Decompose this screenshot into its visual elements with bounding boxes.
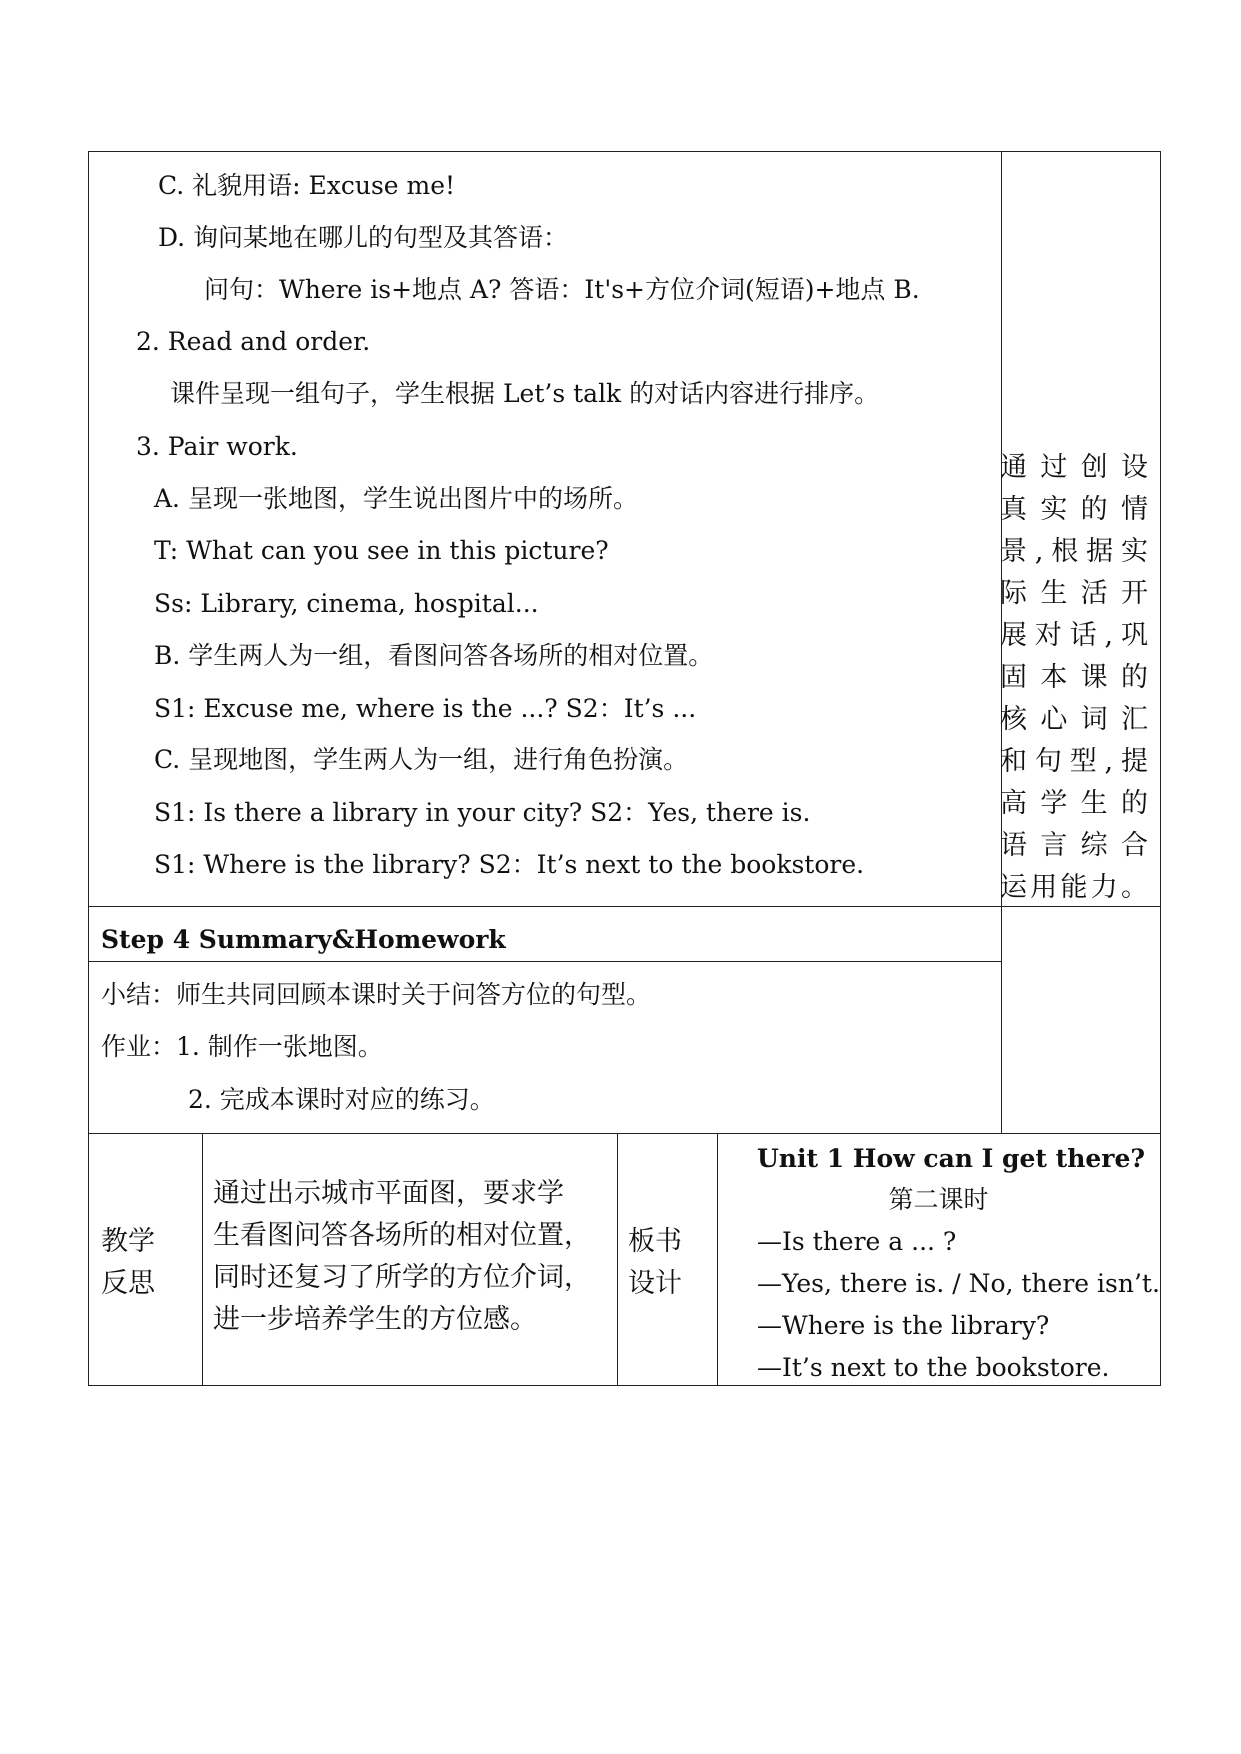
text-line: 问句：Where is+地点 A? 答语：It's+方位介词(短语)+地点 B. bbox=[204, 275, 920, 304]
board-line: —Where is the library? bbox=[757, 1311, 1050, 1340]
homework-item-1: 作业：1. 制作一张地图。 bbox=[101, 1032, 383, 1061]
bottom-col-divider-3 bbox=[717, 1133, 718, 1386]
design-intent-line: 固 本 课 的 bbox=[1000, 662, 1148, 693]
design-intent-line: 和 句 型 , 提 bbox=[1000, 746, 1148, 777]
design-intent-line: 通 过 创 设 bbox=[1000, 452, 1148, 483]
text-line: 课件呈现一组句子，学生根据 Let’s talk 的对话内容进行排序。 bbox=[170, 379, 880, 408]
design-intent-line: 核 心 词 汇 bbox=[1000, 704, 1148, 735]
design-intent-line: 景 , 根 据 实 bbox=[1000, 536, 1148, 567]
text-line: C. 礼貌用语: Excuse me! bbox=[158, 171, 456, 200]
board-subtitle: 第二课时 bbox=[888, 1185, 989, 1214]
homework-item-2: 2. 完成本课时对应的练习。 bbox=[188, 1085, 495, 1114]
design-intent-line: 高 学 生 的 bbox=[1000, 788, 1148, 819]
text-line: S1: Where is the library? S2：It’s next to the bookstore. bbox=[154, 850, 865, 879]
reflection-label: 反思 bbox=[101, 1268, 155, 1299]
text-line: T: What can you see in this picture? bbox=[154, 536, 609, 565]
reflection-text-line: 生看图问答各场所的相对位置， bbox=[213, 1220, 591, 1251]
design-intent-line: 展 对 话 , 巩 bbox=[1000, 620, 1148, 651]
board-title: Unit 1 How can I get there? bbox=[757, 1144, 1146, 1173]
step4-heading: Step 4 Summary&Homework bbox=[101, 925, 506, 954]
table-border-right bbox=[1160, 151, 1161, 1386]
design-intent-column bbox=[1000, 447, 1148, 909]
board-line: —Yes, there is. / No, there isn’t. bbox=[757, 1269, 1160, 1298]
bottom-col-divider-2 bbox=[617, 1133, 618, 1386]
text-line: 2. Read and order. bbox=[136, 327, 371, 356]
board-design-label: 板书 bbox=[628, 1226, 682, 1257]
text-line: B. 学生两人为一组，看图问答各场所的相对位置。 bbox=[154, 641, 714, 670]
text-line: C. 呈现地图，学生两人为一组，进行角色扮演。 bbox=[154, 745, 689, 774]
reflection-label: 教学 bbox=[101, 1226, 155, 1257]
design-intent-line: 语 言 综 合 bbox=[1000, 830, 1148, 861]
summary-text: 小结：师生共同回顾本课时关于问答方位的句型。 bbox=[101, 980, 652, 1009]
design-intent-line: 运 用 能 力 。 bbox=[1000, 872, 1148, 903]
board-line: —It’s next to the bookstore. bbox=[757, 1353, 1110, 1382]
table-border-left bbox=[88, 151, 89, 1386]
text-line: 3. Pair work. bbox=[136, 432, 298, 461]
design-intent-line: 际 生 活 开 bbox=[1000, 578, 1148, 609]
reflection-text-line: 同时还复习了所学的方位介词， bbox=[213, 1262, 591, 1293]
board-line: —Is there a ... ? bbox=[757, 1227, 957, 1256]
bottom-col-divider-1 bbox=[202, 1133, 203, 1386]
table-border-bottom bbox=[88, 1385, 1161, 1386]
text-line: A. 呈现一张地图，学生说出图片中的场所。 bbox=[154, 484, 638, 513]
text-line: S1: Excuse me, where is the ...? S2：It’s ... bbox=[154, 694, 697, 723]
text-line: Ss: Library, cinema, hospital... bbox=[154, 589, 539, 618]
reflection-text-line: 进一步培养学生的方位感。 bbox=[213, 1304, 537, 1335]
board-design-label: 设计 bbox=[628, 1268, 682, 1299]
text-line: S1: Is there a library in your city? S2：Yes, there is. bbox=[154, 798, 811, 827]
design-intent-line: 真 实 的 情 bbox=[1000, 494, 1148, 525]
step4-heading-divider bbox=[88, 961, 1001, 962]
reflection-text-line: 通过出示城市平面图，要求学 bbox=[213, 1178, 564, 1209]
text-line: D. 询问某地在哪儿的句型及其答语： bbox=[158, 223, 569, 252]
